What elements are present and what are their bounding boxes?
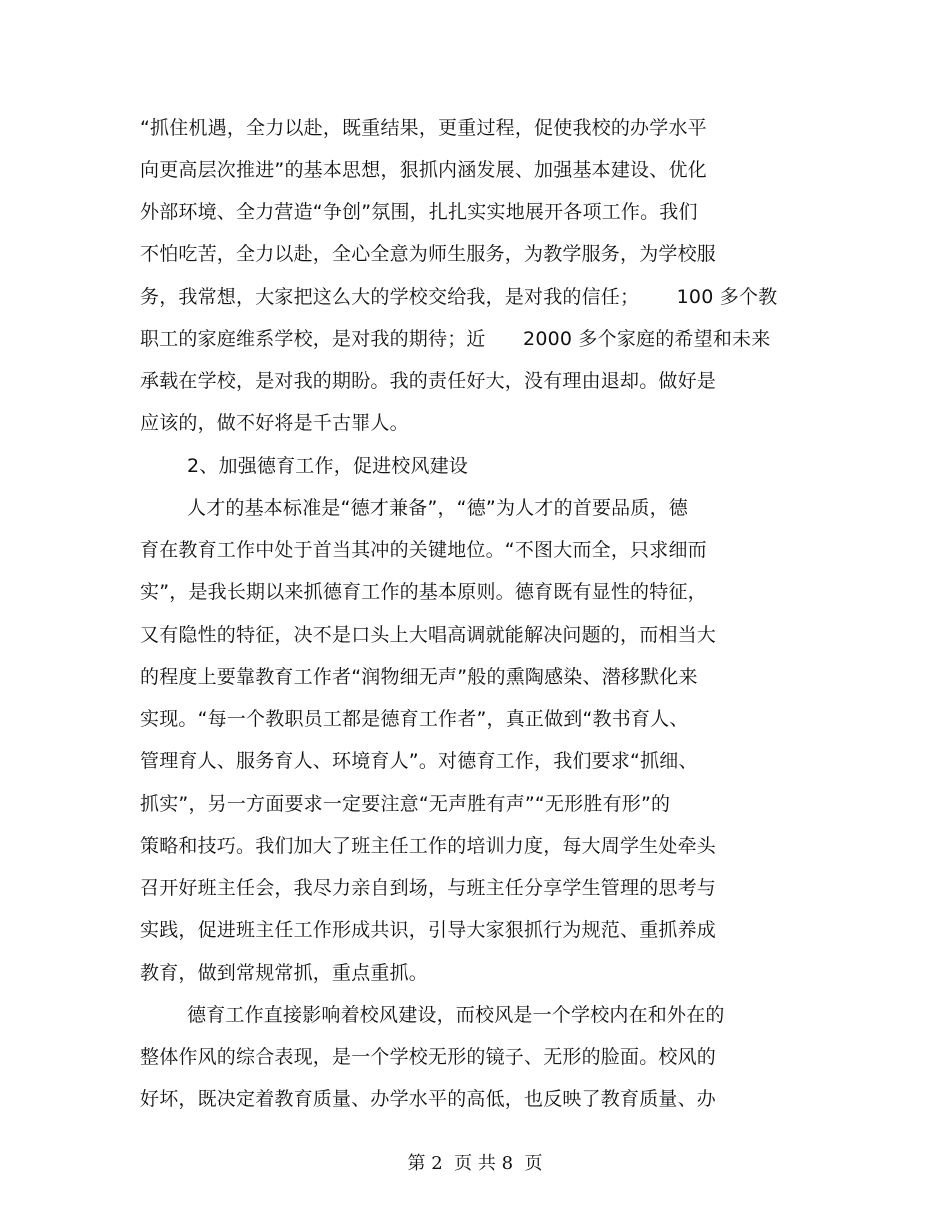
text-line: 好坏，既决定着教育质量、办学水平的高低，也反映了教育质量、办 (140, 1088, 717, 1110)
text-line: 实践，促进班主任工作形成共识，引导大家狠抓行为规范、重抓养成 (140, 919, 717, 941)
text-line: 外部环境、全力营造“争创”氛围，扎扎实实地展开各项工作。我们 (140, 201, 698, 223)
text-line: 育在教育工作中处于首当其冲的关键地位。“不图大而全，只求细而 (140, 539, 707, 561)
text-line: 务，我常想，大家把这么大的学校交给我，是对我的信任； 100 多个教 (140, 286, 778, 308)
text-line: “抓住机遇，全力以赴，既重结果，更重过程，促使我校的办学水平 (140, 117, 707, 139)
text-line: 不怕吃苦，全力以赴，全心全意为师生服务，为教学服务，为学校服 (140, 243, 717, 265)
text-line: 又有隐性的特征，决不是口头上大唱高调就能解决问题的，而相当大 (140, 624, 717, 646)
text-line: 教育，做到常规常抓，重点重抓。 (140, 962, 429, 984)
text-line: 应该的，做不好将是千古罪人。 (140, 412, 409, 434)
text-line: 人才的基本标准是“德才兼备”，“德”为人才的首要品质，德 (187, 497, 688, 519)
section-heading: 2、加强德育工作，促进校风建设 (187, 455, 469, 477)
text-line: 实”，是我长期以来抓德育工作的基本原则。德育既有显性的特征， (140, 581, 707, 603)
text-line: 管理育人、服务育人、环境育人”。对德育工作，我们要求“抓细、 (140, 750, 698, 772)
text-line: 抓实”，另一方面要求一定要注意“无声胜有声”“无形胜有形”的 (140, 793, 671, 815)
text-line: 向更高层次推进”的基本思想，狠抓内涵发展、加强基本建设、优化 (140, 159, 707, 181)
text-line: 德育工作直接影响着校风建设，而校风是一个学校内在和外在的 (187, 1004, 725, 1026)
text-line: 职工的家庭维系学校，是对我的期待；近 2000 多个家庭的希望和未来 (140, 328, 771, 350)
text-line: 承载在学校，是对我的期盼。我的责任好大，没有理由退却。做好是 (140, 370, 717, 392)
text-line: 策略和技巧。我们加大了班主任工作的培训力度，每大周学生处牵头 (140, 835, 717, 857)
text-line: 整体作风的综合表现，是一个学校无形的镜子、无形的脸面。校风的 (140, 1046, 717, 1068)
text-line: 召开好班主任会，我尽力亲自到场，与班主任分享学生管理的思考与 (140, 877, 717, 899)
page-number-footer: 第 2 页 共 8 页 (407, 1153, 543, 1174)
text-line: 的程度上要靠教育工作者“润物细无声”般的熏陶感染、潜移默化来 (140, 666, 698, 688)
text-line: 实现。“每一个教职员工都是德育工作者”，真正做到“教书育人、 (140, 708, 689, 730)
